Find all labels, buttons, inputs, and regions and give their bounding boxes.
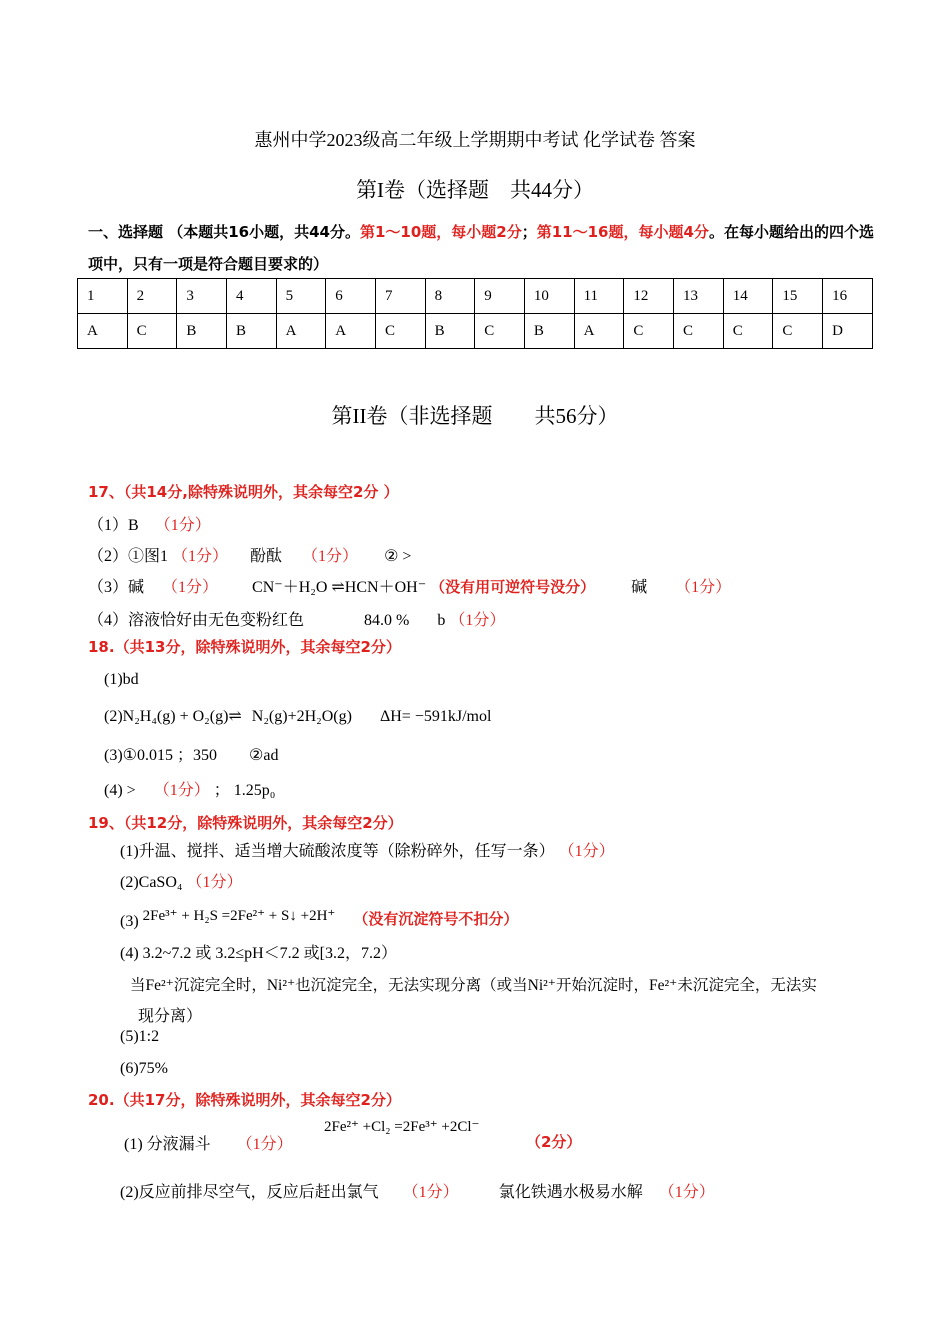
q19-equation: 2Fe³⁺ + H₂S =2Fe²⁺ + S↓ +2H⁺: [142, 908, 336, 924]
q18-answer: (3)①0.015 ；350: [104, 747, 218, 764]
answer-cell: C: [723, 314, 773, 349]
score-note: （没有用可逆符号没分）: [430, 578, 596, 596]
score-note: （1分）: [172, 548, 229, 565]
score-note: （1分）: [675, 579, 732, 596]
score-note: （1分）: [558, 843, 615, 860]
score-note: （1分）: [154, 517, 211, 534]
q19-line2: [120, 869, 242, 892]
question-number: 3: [177, 279, 227, 314]
q17-answer: 84.0 %: [364, 612, 410, 629]
q17-answer: 碱: [631, 579, 648, 596]
q20-heading: 20.（共17分，除特殊说明外，其余每空2分）: [88, 1091, 401, 1109]
q18-equation: N₂(g)+2H₂O(g): [251, 708, 352, 725]
answer-cell: A: [276, 314, 326, 349]
question-number: 7: [375, 279, 425, 314]
score-note: （1分）: [658, 1184, 715, 1201]
q20-answer: (2)反应前排尽空气，反应后赶出氯气: [120, 1184, 379, 1201]
question-number: 2: [127, 279, 177, 314]
answer-cell: C: [375, 314, 425, 349]
question-number: 8: [425, 279, 475, 314]
question-number: 4: [226, 279, 276, 314]
q17-answer: （1）B: [88, 517, 139, 534]
answer-cell: C: [475, 314, 525, 349]
score-note: （没有沉淀符号不扣分）: [353, 910, 519, 928]
score-note: （1分）: [449, 612, 506, 629]
answer-table: [77, 278, 873, 349]
score-note: （1分）: [302, 548, 359, 565]
q19-answer: (2)CaSO₄: [120, 874, 183, 891]
question-number: 15: [773, 279, 823, 314]
score-note: （1分）: [402, 1184, 459, 1201]
question-number: 13: [674, 279, 724, 314]
q17-line2: [88, 543, 411, 566]
q19-explanation-cont: 现分离）: [138, 1008, 203, 1025]
q17-line3: [88, 574, 731, 597]
answer-cell: C: [773, 314, 823, 349]
q19-line4: (4) 3.2~7.2 或 3.2≤pH＜7.2 或[3.2，7.2）: [120, 945, 397, 962]
q19-heading: 19、（共12分，除特殊说明外，其余每空2分）: [88, 814, 403, 832]
section1-instructions: 一、选择题 （本题共16小题，共44分。第1～10题，每小题2分；第11～16题，每小题4分。在每小题给出的四个选项中，只有一项是符合题目要求的）: [88, 223, 874, 273]
q18-heading: 18.（共13分，除特殊说明外，其余每空2分）: [88, 638, 401, 656]
answer-cell: C: [624, 314, 674, 349]
answer-cell: B: [524, 314, 574, 349]
answer-cell: B: [177, 314, 227, 349]
answer-cell: B: [226, 314, 276, 349]
q19-line1: [120, 838, 615, 861]
q17-equation: CN⁻＋H₂O ⇌HCN＋OH⁻: [252, 579, 427, 596]
q19-line5: (5)1:2: [120, 1028, 160, 1045]
answer-table-number-row: [78, 279, 873, 314]
answer-cell: C: [674, 314, 724, 349]
score-note: （1分）: [236, 1136, 293, 1153]
q17-answer: ② >: [384, 548, 412, 565]
question-number: 12: [624, 279, 674, 314]
q17-answer: （3）碱: [88, 579, 145, 596]
answer-table-answer-row: [78, 314, 873, 349]
answer-cell: A: [78, 314, 128, 349]
q20-answer: (1) 分液漏斗: [124, 1136, 211, 1153]
score-note: （1分）: [162, 579, 219, 596]
q18-answer: (4) >: [104, 782, 136, 799]
q18-line4: [104, 777, 275, 800]
q17-answer: （2）①图1: [88, 548, 169, 565]
score-note: （1分）: [153, 782, 210, 799]
q17-line4: [88, 607, 505, 630]
q18-line1: (1)bd: [104, 671, 139, 688]
q20-answer: 氯化铁遇水极易水解: [498, 1184, 643, 1201]
answer-cell: D: [823, 314, 873, 349]
answer-cell: C: [127, 314, 177, 349]
answer-cell: A: [326, 314, 376, 349]
score-note: （1分）: [186, 874, 243, 891]
score-note: （2分）: [526, 1133, 582, 1151]
q19-answer: (1)升温、搅拌、适当增大硫酸浓度等（除粉碎外，任写一条）: [120, 843, 555, 860]
question-number: 1: [78, 279, 128, 314]
question-number: 6: [326, 279, 376, 314]
question-number: 14: [723, 279, 773, 314]
part1-heading: 第I卷（选择题 共44分）: [356, 178, 594, 202]
q18-answer: ； 1.25p₀: [213, 782, 276, 799]
q18-enthalpy: ΔH= −591kJ/mol: [379, 708, 492, 725]
q17-answer: 酚酞: [250, 548, 283, 565]
q18-answer: ②ad: [249, 747, 279, 764]
q18-line2: [104, 706, 491, 726]
q18-equation: (2)N₂H₄(g) + O₂(g)⇌: [104, 708, 242, 725]
q19-line3: [120, 904, 519, 930]
question-number: 9: [475, 279, 525, 314]
q17-heading: 17、（共14分,除特殊说明外，其余每空2分 ）: [88, 483, 399, 501]
q17-answer: b: [437, 612, 446, 629]
q20-line1: [124, 1131, 293, 1154]
question-number: 11: [574, 279, 624, 314]
answer-cell: A: [574, 314, 624, 349]
q17-answer: （4）溶液恰好由无色变粉红色: [88, 612, 305, 629]
document-title: 惠州中学2023级高二年级上学期期中考试 化学试卷 答案: [254, 130, 696, 150]
q20-equation: 2Fe²⁺ +Cl₂ =2Fe³⁺ +2Cl⁻: [324, 1119, 480, 1135]
q17-line1: [88, 512, 211, 535]
q18-line3: [104, 742, 278, 765]
q20-line2: [120, 1179, 715, 1202]
answer-cell: B: [425, 314, 475, 349]
q19-answer: (3): [120, 913, 139, 930]
question-number: 10: [524, 279, 574, 314]
question-number: 5: [276, 279, 326, 314]
part2-heading: 第II卷（非选择题 共56分）: [331, 404, 619, 428]
q19-explanation: 当Fe²⁺沉淀完全时，Ni²⁺也沉淀完全，无法实现分离（或当Ni²⁺开始沉淀时，Fe²⁺未沉淀完全，无法实: [130, 977, 817, 994]
question-number: 16: [823, 279, 873, 314]
q19-line6: (6)75%: [120, 1060, 168, 1077]
